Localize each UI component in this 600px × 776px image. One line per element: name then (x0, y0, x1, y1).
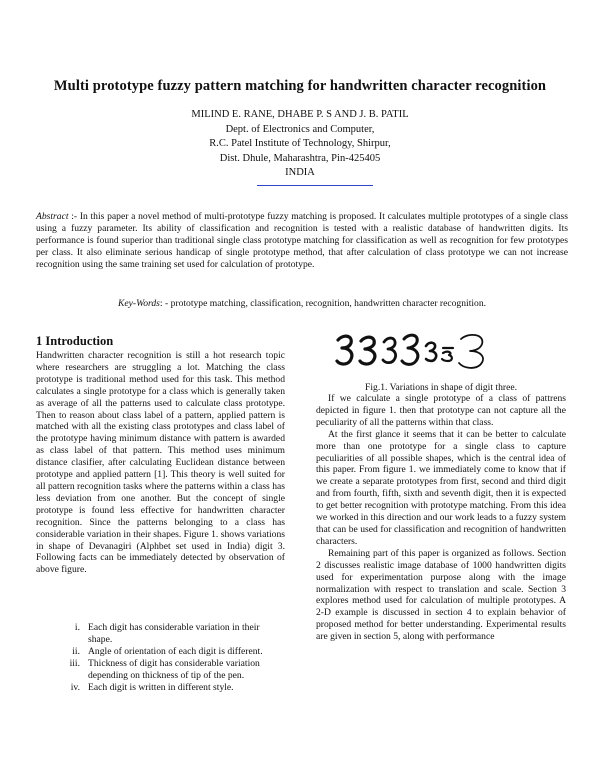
abstract-text: In this paper a novel method of multi-prototype fuzzy matching is proposed. It calculates multiple prototypes of a single class using a fuzzy parameter. Its ability of classification and recognition is tested with a realistic database of handwritten digits. Its performance is found superior than traditional single class prototype matching for classification as well as recognition for few prototypes per class. It also eliminate serious handicap of single prototype method, that after calculation of class prototype we can not increase recognition using the same training set used for calculation of prototype. (36, 211, 568, 270)
keywords-text: prototype matching, classification, recognition, handwritten character recognition. (170, 298, 487, 309)
author-country: INDIA (285, 167, 315, 178)
keywords-label: Key-Words (117, 298, 160, 309)
author-names: MILIND E. RANE, DHABE P. S AND J. B. PATIL (191, 109, 409, 120)
section-heading: 1 Introduction (36, 334, 114, 348)
abstract-label: Abstract (36, 211, 69, 222)
list-number: ii. (72, 645, 80, 657)
handwritten-digits-figure (335, 330, 515, 370)
abstract-separator: :- (68, 211, 80, 222)
list-number: iii. (69, 657, 80, 669)
list-item (54, 658, 286, 682)
list-text: Angle of orientation of each digit is different. (88, 645, 263, 657)
list-number: i. (74, 622, 80, 633)
digit-three-sample-icon (337, 336, 352, 364)
observation-list (54, 622, 286, 693)
digit-three-sample-icon (459, 335, 483, 368)
title-divider (257, 185, 373, 186)
list-item (54, 682, 286, 694)
keywords-separator: : - (159, 298, 171, 309)
author-dept: Dept. of Electronics and Computer, (225, 123, 375, 135)
right-column (316, 393, 566, 643)
author-district: Dist. Dhule, Maharashtra, Pin-425405 (219, 152, 381, 164)
digit-three-sample-icon (442, 348, 453, 361)
digit-three-sample-icon (402, 335, 418, 364)
paragraph: At the first glance it seems that it can be better to calculate more than one prototype for a single class to capture peculiarities of all possible shapes, which is the central idea of this paper. From figure 1. we immediately come to know that if we create a separate prototypes from first, second and third digit and from fourth, fifth, sixth and seventh digit, then it is expected to get better recognition with prototype matching. From this idea we worked in this direction and our work leads to a fuzzy system that can be used for classification and recognition of handwritten characters. (316, 428, 566, 547)
paragraph: Remaining part of this paper is organized as follows. Section 2 discusses realistic image database of 1000 handwritten digits used for experimentation purpose along with the image normalization with respect to translation and scale. Section 3 explores method used for calculation of multiple prototypes. A 2-D example is discussed in section 4 to explain behavior of proposed method for better understanding. Experimental results are given in section 5, along with performance (316, 547, 566, 643)
keywords (36, 298, 568, 309)
author-block (0, 108, 600, 181)
digit-three-sample-icon (426, 343, 436, 361)
list-text: Thickness of digit has considerable variation depending on thickness of tip of the pen. (88, 657, 260, 681)
digit-three-sample-icon (360, 337, 375, 364)
intro-paragraph: Handwritten character recognition is still a hot research topic where researchers are struggling a lot. Matching the class prototype is traditional method used for this task. This method calculates a single prototype for a class which is generally taken as average of all the patterns used to calculate class prototype. Then to reason about class label of a pattern, applied pattern is matched with all the existing class prototypes and class label of the prototype having minimum distance with pattern is awarded as class label of that pattern. This method uses minimum distance clasifier, after calculating Euclidean distance between prototype and applied pattern [1]. This theory is well suited for all pattern recognition tasks where the patterns within a class has less deviation from one another. But the concept of single prototype is found less effective for handwritten character recognition. Since the patterns belonging to a class has considerable variation in their shapes. Figure 1. shows variations in shape of Devanagiri (Alphbet set used in India) digit 3. Following facts can be immediately detected by observation of above figure. (36, 350, 285, 576)
abstract (36, 211, 568, 271)
list-text: Each digit has considerable variation in their shape. (88, 622, 260, 645)
list-text: Each digit is written in different style. (88, 681, 234, 693)
digit-three-sample-icon (383, 338, 396, 363)
list-item (54, 646, 286, 658)
paragraph: If we calculate a single prototype of a class of pattrens depicted in figure 1. then that prototype can not capture all the peculiarity of all the patterns within that class. (316, 393, 566, 428)
figure-caption: Fig.1. Variations in shape of digit three. (365, 382, 517, 393)
list-number: iv. (70, 681, 80, 693)
list-item (54, 622, 286, 646)
author-institute: R.C. Patel Institute of Technology, Shirpur, (209, 138, 391, 149)
paper-title: Multi prototype fuzzy pattern matching for handwritten character recognition (53, 78, 547, 94)
